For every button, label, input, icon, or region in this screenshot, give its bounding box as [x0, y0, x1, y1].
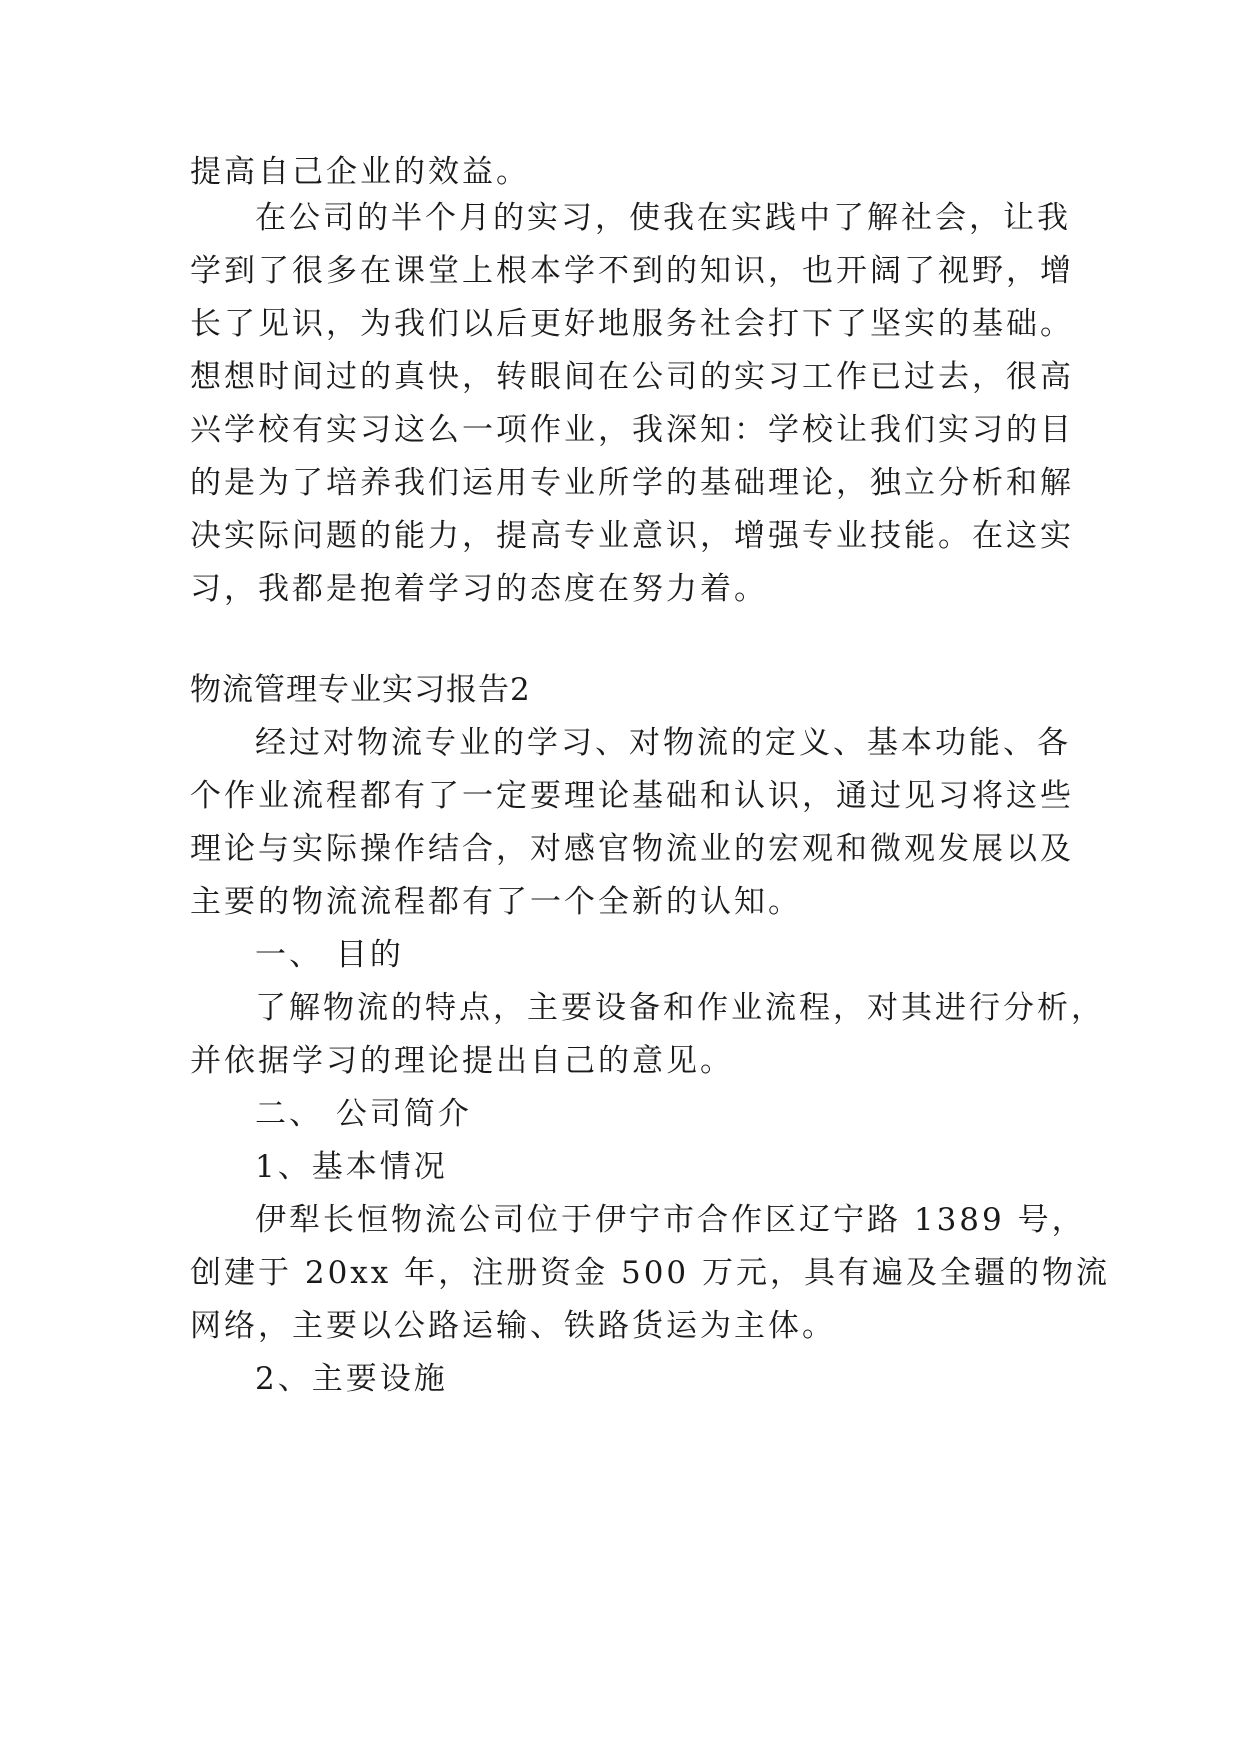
- paragraph-line: 主要的物流流程都有了一个全新的认知。: [190, 884, 802, 920]
- subheading-purpose: 一、 目的: [255, 937, 404, 973]
- paragraph-line: 经过对物流专业的学习、对物流的定义、基本功能、各: [255, 725, 1071, 761]
- paragraph-line: 创建于 20xx 年，注册资金 500 万元，具有遍及全疆的物流: [190, 1255, 1110, 1291]
- subheading-basic-info: 1、基本情况: [255, 1149, 448, 1185]
- paragraph-line: 决实际问题的能力，提高专业意识，增强专业技能。在这实: [190, 518, 1074, 554]
- paragraph-line: 网络，主要以公路运输、铁路货运为主体。: [190, 1308, 836, 1344]
- paragraph-line: 伊犁长恒物流公司位于伊宁市合作区辽宁路 1389 号，: [255, 1202, 1086, 1238]
- paragraph-line: 了解物流的特点，主要设备和作业流程，对其进行分析，: [255, 990, 1105, 1026]
- paragraph-line: 提高自己企业的效益。: [190, 154, 530, 190]
- subheading-main-facilities: 2、主要设施: [255, 1361, 448, 1397]
- paragraph-line: 个作业流程都有了一定要理论基础和认识，通过见习将这些: [190, 778, 1074, 814]
- paragraph-line: 并依据学习的理论提出自己的意见。: [190, 1043, 734, 1079]
- paragraph-line: 在公司的半个月的实习，使我在实践中了解社会，让我: [255, 200, 1071, 236]
- paragraph-line: 想想时间过的真快，转眼间在公司的实习工作已过去，很高: [190, 359, 1074, 395]
- subheading-company-intro: 二、 公司简介: [255, 1096, 472, 1132]
- paragraph-line: 学到了很多在课堂上根本学不到的知识，也开阔了视野，增: [190, 253, 1074, 289]
- paragraph-line: 的是为了培养我们运用专业所学的基础理论，独立分析和解: [190, 465, 1074, 501]
- paragraph-line: 习，我都是抱着学习的态度在努力着。: [190, 571, 768, 607]
- paragraph-line: 兴学校有实习这么一项作业，我深知：学校让我们实习的目: [190, 412, 1074, 448]
- section-title: 物流管理专业实习报告2: [190, 672, 531, 708]
- paragraph-line: 长了见识，为我们以后更好地服务社会打下了坚实的基础。: [190, 306, 1074, 342]
- paragraph-line: 理论与实际操作结合，对感官物流业的宏观和微观发展以及: [190, 831, 1074, 867]
